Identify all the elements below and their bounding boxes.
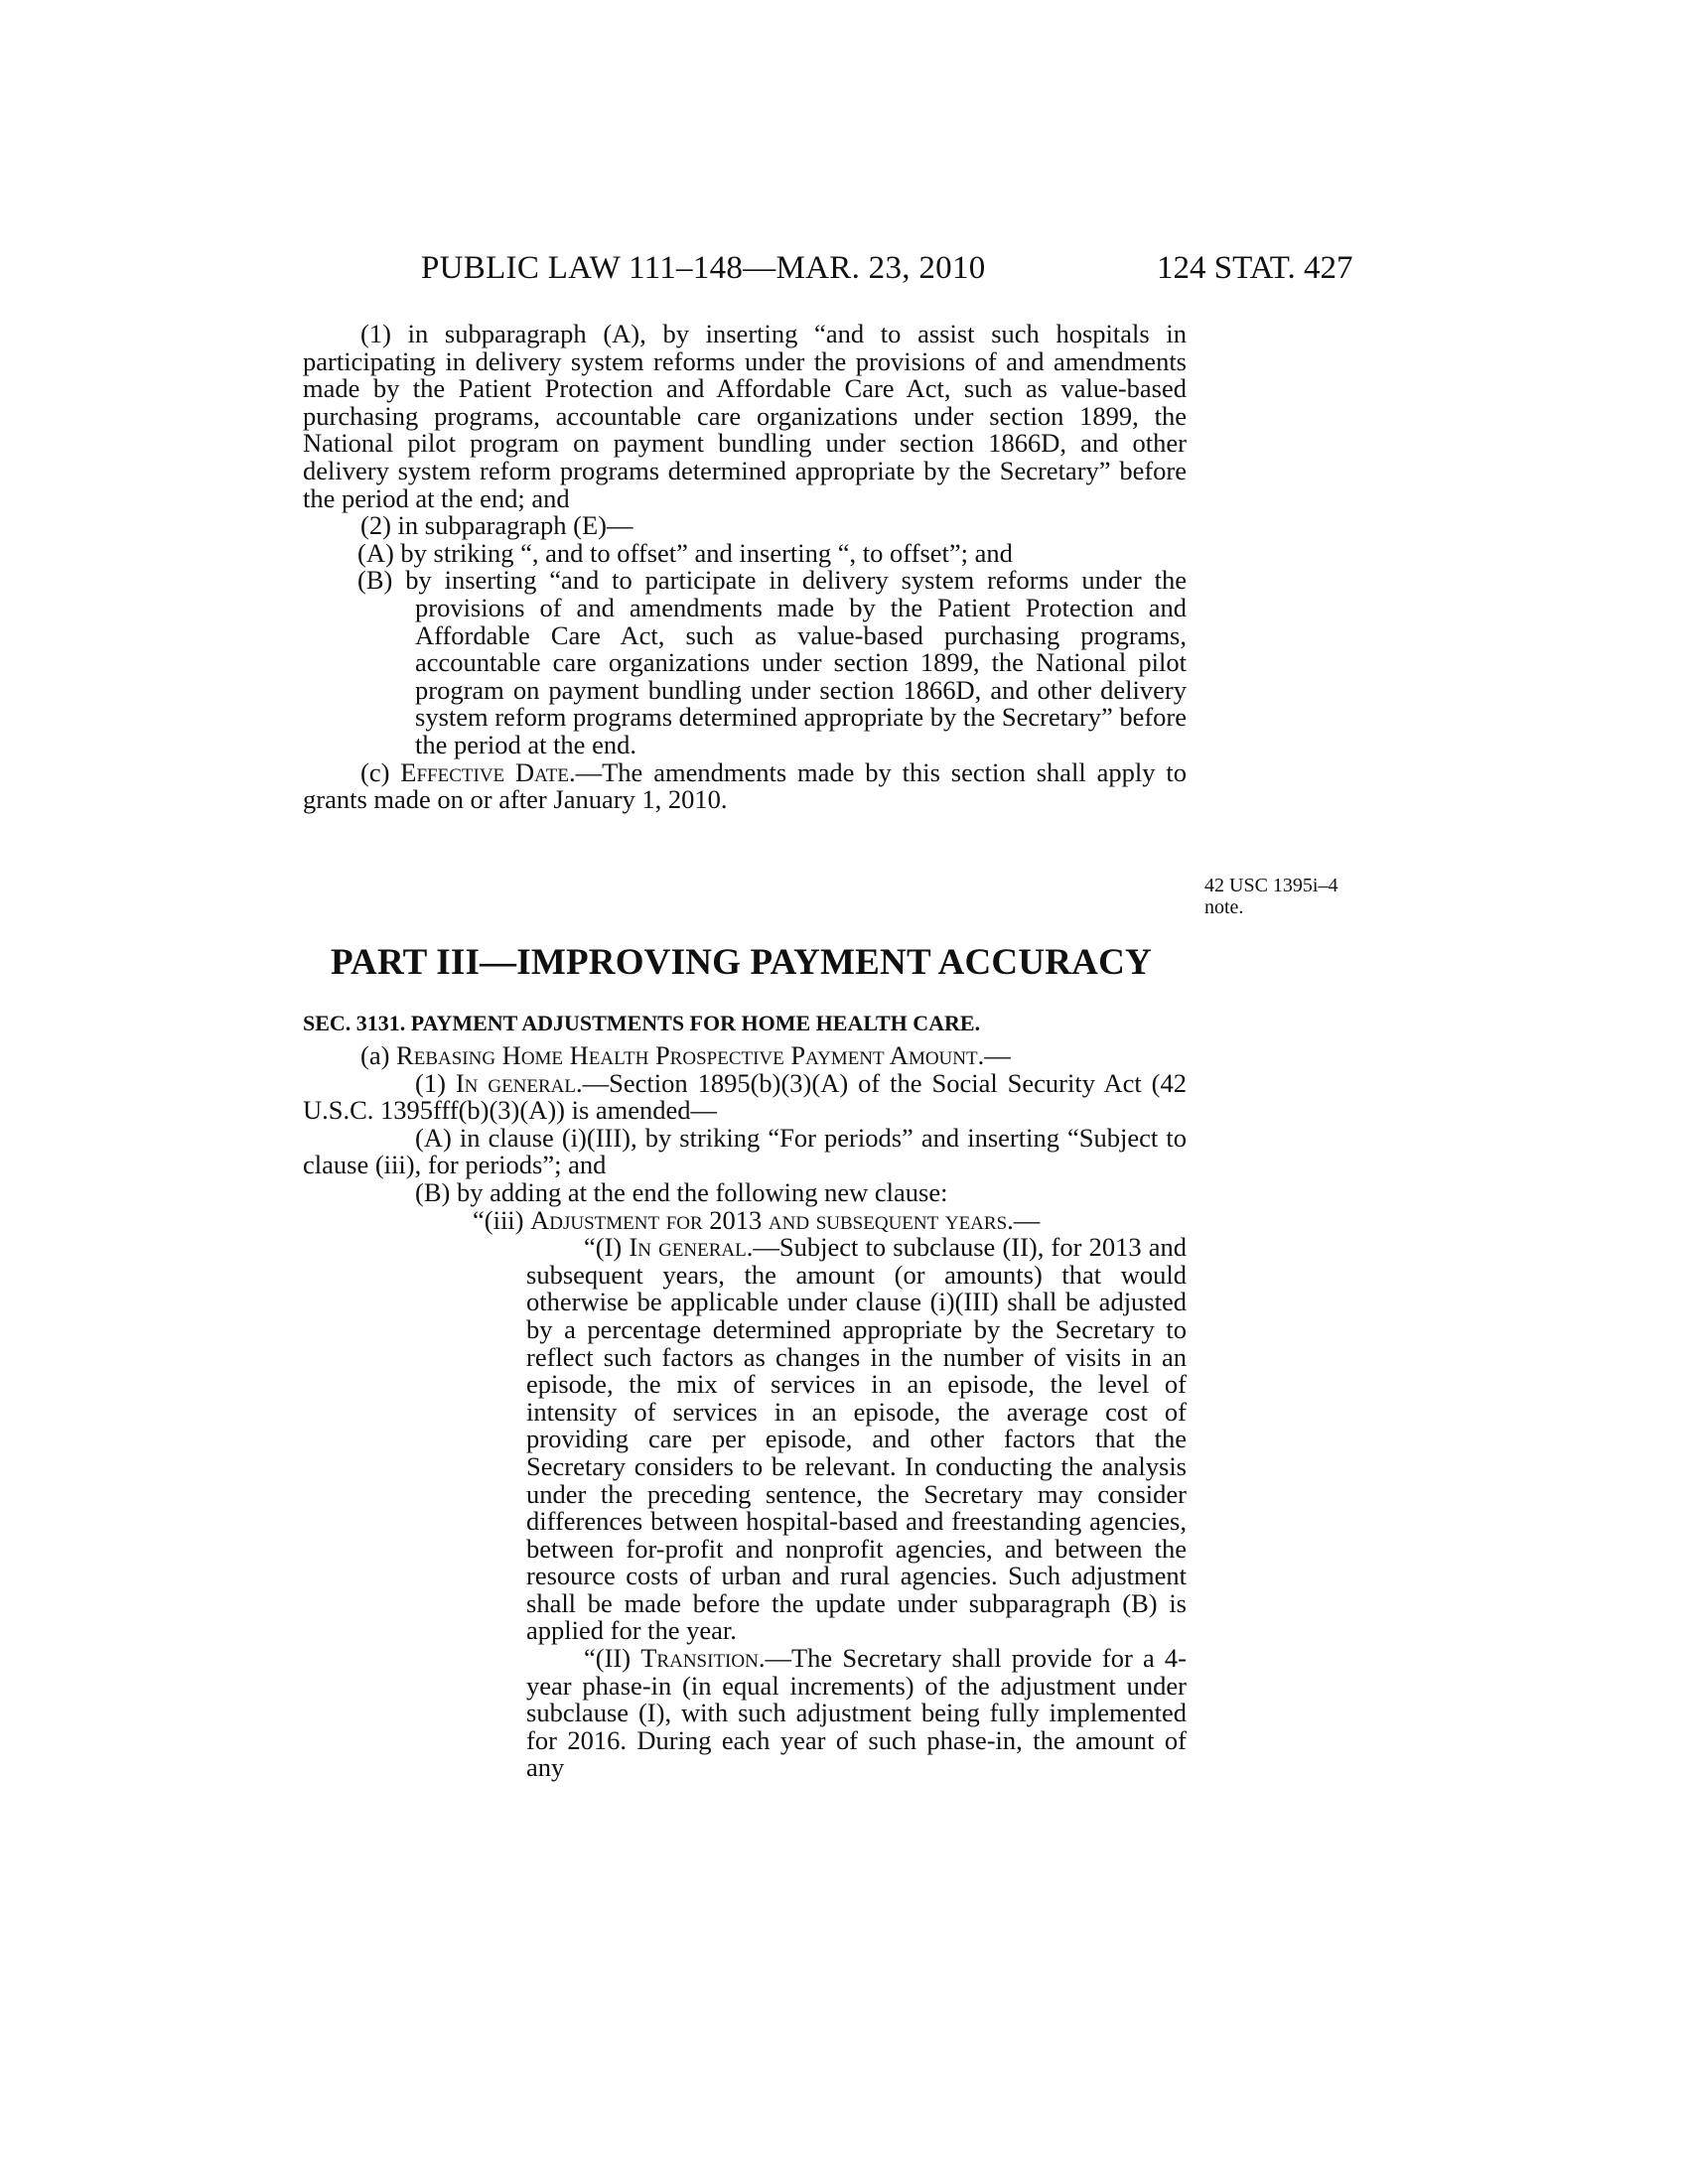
subsection-a-heading: Rebasing Home Health Prospective Payment Amount — [396, 1040, 978, 1070]
subclause-II-text: .—The Secretary shall provide for a 4-year phase-in (in equal increments) of the adjustment under subclause (I), with such adjustment being fully implemented for 2016. During each year of such phase-in, the amount of any — [526, 1643, 1188, 1783]
subclause-II-heading: Transition — [640, 1643, 759, 1674]
effective-date-paragraph — [303, 756, 1187, 815]
paragraph-2: (2) in subparagraph (E)— — [360, 510, 633, 541]
clause-iii-label: “(iii) — [473, 1204, 531, 1235]
subsection-a-label: (a) — [360, 1040, 397, 1070]
section-heading: SEC. 3131. PAYMENT ADJUSTMENTS FOR HOME HEALTH CARE. — [303, 1011, 981, 1035]
section-body — [303, 1042, 1187, 1782]
subclause-II — [303, 1645, 1187, 1782]
margin-note-line-2: note. — [1204, 896, 1244, 918]
page-reference: 124 STAT. 427 — [1157, 250, 1353, 286]
subclause-I — [303, 1234, 1187, 1645]
paragraph-a-1-text: .—Section 1895(b)(3)(A) of the Social Security Act (42 U.S.C. 1395fff(b)(3)(A)) is amended— — [303, 1067, 1187, 1126]
subclause-I-text: .—Subject to subclause (II), for 2013 and subsequent years, the amount (or amounts) that would otherwise be applicable under clause (i)(III) shall be adjusted by a percentage determined appropriate by the Secretary to reflect such factors as changes in the number of visits in an episode, the mix of services in an episode, the level of intensity of services in an episode, the average cost of providing care per episode, and other factors that the Secretary considers to be relevant. In conducting the analysis under the preceding sentence, the Secretary may consider differences between hospital-based and freestanding agencies, between for-profit and nonprofit agencies, and between the resource costs of urban and rural agencies. Such adjustment shall be made before the update under subparagraph (B) is applied for the year. — [526, 1232, 1187, 1646]
running-head: PUBLIC LAW 111–148—MAR. 23, 2010 — [421, 250, 986, 286]
paragraph-2a-text: (A) by striking “, and to offset” and inserting “, to offset”; and — [357, 537, 1013, 568]
effective-date-text: .—The amendments made by this section shall apply to grants made on or after January 1, 2010. — [303, 756, 1187, 815]
subsection-a-dash: .— — [977, 1040, 1011, 1070]
clause-iii-dash: .— — [1007, 1204, 1041, 1235]
subparagraph-A-text: (A) in clause (i)(III), by striking “For periods” and inserting “Subject to clause (iii), for periods”; and — [303, 1122, 1187, 1180]
part-heading: PART III—IMPROVING PAYMENT ACCURACY — [331, 942, 1152, 983]
paragraph-2a — [303, 537, 1187, 568]
amendment-block — [303, 321, 1187, 814]
clause-iii — [303, 1204, 1187, 1235]
subclause-I-label: “(I) — [584, 1232, 630, 1263]
paragraph-a-1 — [303, 1067, 1187, 1126]
effective-date-heading: Effective Date — [400, 756, 569, 787]
margin-note-line-1: 42 USC 1395i–4 — [1204, 875, 1338, 896]
subparagraph-B — [303, 1176, 1187, 1207]
subclause-I-heading: In general — [629, 1232, 747, 1263]
paragraph-a-1-label: (1) — [415, 1067, 456, 1098]
subsection-a — [303, 1042, 1187, 1070]
clause-iii-heading: Adjustment for 2013 and subsequent years — [530, 1204, 1008, 1235]
effective-date-label: (c) — [360, 756, 401, 787]
subclause-II-label: “(II) — [584, 1643, 641, 1674]
paragraph-2b — [303, 567, 1187, 758]
paragraph-a-1-heading: In general — [455, 1067, 577, 1098]
paragraph-1: (1) in subparagraph (A), by inserting “and to assist such hospitals in participating in delivery system reforms under the provisions of and amendments made by the Patient Protection and Affordable Care Act, such as value-based purchasing programs, accountable care organizations under section 1899, the National pilot program on payment bundling under section 1866D, and other delivery system reform programs determined appropriate by the Secretary” before the period at the end; and — [303, 319, 1187, 513]
paragraph-2b-text: (B) by inserting “and to participate in delivery system reforms under the provisions of and amendments made by the Patient Protection and Affordable Care Act, such as value-based purchasing programs, accountable care organizations under section 1899, the National pilot program on payment bundling under section 1866D, and other delivery system reform programs determined appropriate by the Secretary” before the period at the end. — [357, 565, 1188, 759]
subparagraph-A — [303, 1122, 1187, 1180]
subparagraph-B-text: (B) by adding at the end the following new clause: — [415, 1176, 948, 1207]
margin-note — [1204, 875, 1337, 918]
